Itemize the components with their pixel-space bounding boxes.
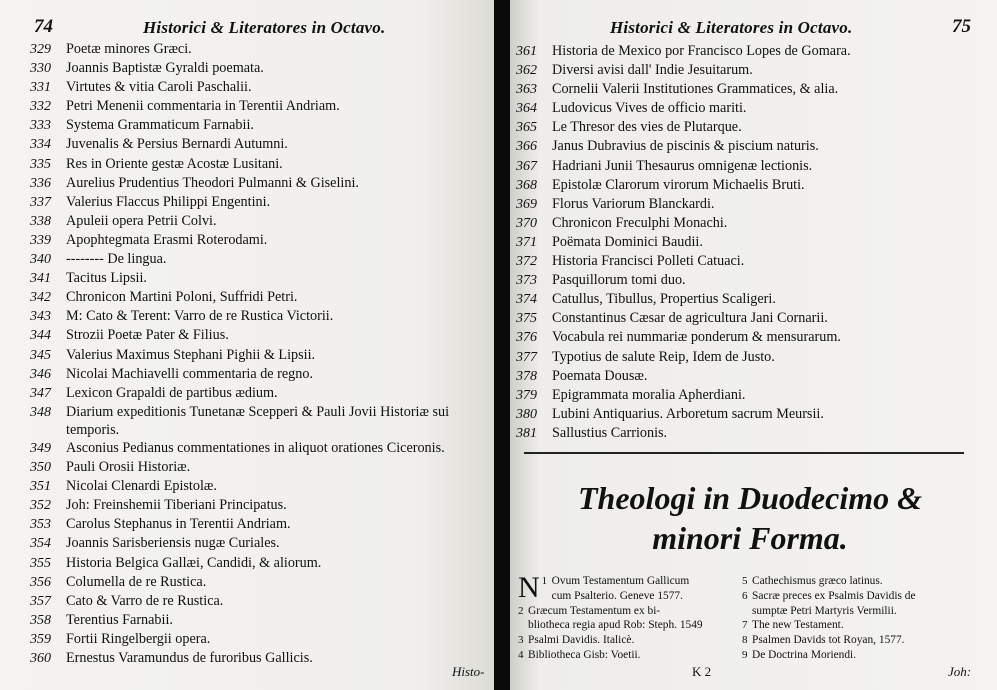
running-header: Historici & Literatores in Octavo. [610,18,853,37]
entry-title: Aurelius Prudentius Theodori Pulmanni & Giselini. [66,174,359,191]
entry-number: 347 [30,385,51,401]
list-item [742,648,982,663]
list-item [30,155,486,174]
entry-number: 334 [30,137,51,153]
list-item [30,458,486,477]
entry-title: Joannis Baptistæ Gyraldi poemata. [66,60,264,77]
entry-number: 379 [516,387,537,403]
list-item [30,231,486,250]
entry-title: Psalmen Davids tot Royan, 1577. [752,634,905,647]
list-item [516,137,851,156]
column-left [518,571,738,663]
entry-title: Janus Dubravius de piscinis & piscium naturis. [552,138,819,155]
entry-title: -------- De lingua. [66,251,167,268]
entry-title: Historia de Mexico por Francisco Lopes de Gomara. [552,43,851,59]
entry-number: 352 [30,498,51,514]
list-item [518,604,738,619]
entry-title: Systema Grammaticum Farnabii. [66,117,254,134]
entry-number: 341 [30,271,51,287]
entry-title: Historia Belgica Gallæi, Candidi, & aliorum. [66,554,322,571]
list-item [30,611,486,630]
entry-title: Psalmi Davidis. Italicè. [528,634,635,647]
right-page [510,0,997,690]
entry-number: 346 [30,366,51,382]
entry-number: 330 [30,61,51,77]
entry-number: 358 [30,612,51,628]
list-item [518,618,738,633]
list-item [30,477,486,496]
entry-number: 345 [30,347,51,363]
entry-number: 368 [516,177,537,193]
entry-number: 5 [742,575,748,587]
entry-number: 1 [541,575,548,587]
list-item [516,195,851,214]
entry-number: 371 [516,234,537,250]
list-item [742,633,982,648]
list-item [516,42,851,61]
list-item [516,290,851,309]
list-item [516,348,851,367]
entry-number: 366 [516,139,537,155]
list-item [30,496,486,515]
list-item [30,212,486,231]
list-item [30,116,486,135]
entry-number: 367 [516,158,537,174]
entry-number: 362 [516,63,537,79]
entry-title: Pauli Orosii Historiæ. [66,459,191,476]
list-item [30,403,486,439]
list-item [30,365,486,384]
entry-number: 339 [30,232,51,248]
entry-number: 370 [516,215,537,231]
list-item [518,648,738,663]
entry-number: 332 [30,99,51,115]
list-item [518,633,738,648]
entry-number: 333 [30,118,51,134]
entry-title: Res in Oriente gestæ Acostæ Lusitani. [66,155,283,172]
list-item [742,618,982,633]
list-item [30,573,486,592]
entry-number: 376 [516,330,537,346]
list-item [516,367,851,386]
entry-number: 336 [30,175,51,191]
list-item [518,589,738,604]
list-item [516,252,851,271]
list-item [30,554,486,573]
entry-title: Lubini Antiquarius. Arboretum sacrum Meursii. [552,405,824,422]
entry-title: Joh: Freinshemii Tiberiani Principatus. [66,497,287,514]
list-item [30,97,486,116]
entry-title: Ernestus Varamundus de furoribus Gallicis. [66,650,313,666]
catchword: Histo- [452,664,485,679]
entry-title: Bibliotheca Gisb: Voetii. [528,648,641,661]
list-item [742,589,982,604]
entry-title: Cornelii Valerii Institutiones Grammatices, & alia. [552,81,839,98]
entry-number: 377 [516,349,537,365]
list-item [516,99,851,118]
section-title [550,478,950,558]
entry-number: 374 [516,292,537,308]
entry-number: 342 [30,290,51,306]
catchword: Joh: [948,664,972,679]
page-number: 74 [34,16,53,37]
section-divider [524,452,964,454]
list-item [516,118,851,137]
list-item [30,174,486,193]
entry-title: Virtutes & vitia Caroli Paschalii. [66,79,252,96]
entry-title: bliotheca regia apud Rob: Steph. 1549 [528,619,703,632]
entry-title: Juvenalis & Persius Bernardi Autumni. [66,136,288,153]
entry-list [516,42,851,443]
entry-title: Diversi avisi dall' Indie Jesuitarum. [552,62,753,79]
entry-number: 8 [742,634,748,647]
section-title-line1: Theologi in Duodecimo & [578,480,922,516]
list-item [516,176,851,195]
entry-number: 381 [516,425,537,441]
entry-number: 344 [30,328,51,344]
entry-number: 343 [30,309,51,325]
entry-title: Typotius de salute Reip, Idem de Justo. [552,348,775,365]
entry-title: Joannis Sarisberiensis nugæ Curiales. [66,535,280,552]
entry-number: 373 [516,273,537,289]
list-item [30,78,486,97]
list-item [516,386,851,405]
entry-number: 2 [518,604,524,617]
entry-number: 363 [516,82,537,98]
entry-title: Vocabula rei nummariæ ponderum & mensurarum. [552,329,841,346]
entry-title: Poëmata Dominici Baudii. [552,233,703,250]
list-item [30,384,486,403]
section-title-line2: minori Forma. [652,520,848,556]
entry-title: Le Thresor des vies de Plutarque. [552,119,742,136]
list-item [516,233,851,252]
list-item [516,271,851,290]
entry-title: Hadriani Junii Thesaurus omnigenæ lectionis. [552,157,813,174]
entry-number: 356 [30,574,51,590]
entry-title: Epigrammata moralia Apherdiani. [552,386,746,403]
running-header: Historici & Literatores in Octavo. [143,18,386,37]
list-item [516,214,851,233]
entry-number: 351 [30,479,51,495]
entry-title: Tacitus Lipsii. [66,270,147,287]
entry-number: 380 [516,406,537,422]
entry-title: Historia Francisci Polleti Catuaci. [552,253,745,270]
entry-title: Chronicon Martini Poloni, Suffridi Petri. [66,289,298,306]
entry-title: Ovum Testamentum Gallicum [551,575,690,587]
list-item [30,135,486,154]
list-item [30,346,486,365]
entry-number: 364 [516,101,537,117]
list-item [30,193,486,212]
list-item [516,157,851,176]
list-item [30,630,486,649]
entry-title: Columella de re Rustica. [66,573,207,590]
entry-number: 369 [516,196,537,212]
entry-number: 337 [30,194,51,210]
entry-title: De Doctrina Moriendi. [752,648,857,661]
entry-number: 338 [30,213,51,229]
entry-number: 340 [30,252,51,268]
signature-mark: K 2 [692,664,712,679]
entry-title: Græcum Testamentum ex bi- [528,604,661,617]
entry-number: 354 [30,536,51,552]
entry-title: M: Cato & Terent: Varro de re Rustica Victorii. [66,308,334,325]
entry-title: Sacræ preces ex Psalmis Davidis de [752,589,916,602]
entry-title: Catullus, Tibullus, Propertius Scaligeri. [552,291,776,308]
entry-title: Sallustius Carrionis. [552,424,668,441]
entry-title: Epistolæ Clarorum virorum Michaelis Bruti. [552,176,805,193]
entry-title: Valerius Flaccus Philippi Engentini. [66,193,271,210]
entry-number: 335 [30,156,51,172]
list-item [742,604,982,619]
entry-number: 7 [742,619,748,632]
entry-number: 361 [516,44,537,59]
list-item [30,326,486,345]
entry-title: Apophtegmata Erasmi Roterodami. [66,231,268,248]
entry-title: Nicolai Clenardi Epistolæ. [66,478,217,495]
column-right [742,574,982,663]
entry-title: Lexicon Grapaldi de partibus ædium. [66,384,278,401]
list-item [30,439,486,458]
gutter [494,0,510,690]
entry-number: 349 [30,440,51,456]
list-item [30,307,486,326]
entry-title: Cato & Varro de re Rustica. [66,592,224,609]
list-item [30,59,486,78]
list-item [516,309,851,328]
list-item [516,80,851,99]
entry-title: The new Testament. [752,619,844,632]
entry-number: 375 [516,311,537,327]
entry-title: Diarium expeditionis Tunetanæ Scepperi & Pauli Jovii Historiæ sui temporis. [66,403,450,438]
entry-title: Apuleii opera Petrii Colvi. [66,212,217,229]
entry-title: Nicolai Machiavelli commentaria de regno. [66,365,313,382]
entry-title: Poetæ minores Græci. [66,41,192,57]
entry-title: Strozii Poetæ Pater & Filius. [66,327,229,344]
page-number: 75 [952,16,971,37]
entry-number: 348 [30,404,51,420]
entry-title: Valerius Maximus Stephani Pighii & Lipsii. [66,346,316,363]
entry-title: Chronicon Freculphi Monachi. [552,214,728,231]
entry-title: Constantinus Cæsar de agricultura Jani Cornarii. [552,310,828,327]
list-item [516,405,851,424]
list-item [30,288,486,307]
entry-number: 9 [742,648,748,661]
entry-title: Carolus Stephanus in Terentii Andriam. [66,516,291,533]
entry-number: 360 [30,651,51,666]
entry-number: 329 [30,42,51,57]
entry-title: sumptæ Petri Martyris Vermilii. [752,604,897,617]
entry-number: 6 [742,589,748,602]
entry-title: Fortii Ringelbergii opera. [66,630,211,647]
list-item [30,649,486,668]
list-item [30,40,486,59]
list-item [516,328,851,347]
entry-title: Cathechismus græco latinus. [752,575,883,587]
entry-number: 378 [516,368,537,384]
entry-number: 3 [518,634,524,647]
entry-title: Terentius Farnabii. [66,611,173,628]
list-item [516,61,851,80]
entry-title: Poemata Dousæ. [552,367,648,384]
left-page [0,0,494,690]
entry-number: 355 [30,555,51,571]
entry-title: Petri Menenii commentaria in Terentii Andriam. [66,98,340,115]
list-item [516,424,851,443]
entry-title: Asconius Pedianus commentationes in aliquot orationes Ciceronis. [66,439,445,456]
list-item [30,515,486,534]
entry-number: 331 [30,80,51,96]
entry-number: 365 [516,120,537,136]
entry-number: 357 [30,593,51,609]
entry-number: 353 [30,517,51,533]
drop-cap: N [518,571,540,604]
list-item [30,592,486,611]
entry-number: 4 [518,648,524,661]
entry-number: 372 [516,254,537,270]
entry-number: 350 [30,460,51,476]
list-item [30,534,486,553]
list-item [30,250,486,269]
entry-title: Pasquillorum tomi duo. [552,272,686,289]
entry-list [30,40,486,668]
entry-number: 359 [30,631,51,647]
list-item [742,574,982,589]
list-item [30,269,486,288]
entry-title: Ludovicus Vives de officio mariti. [552,100,747,117]
entry-title: Florus Variorum Blanckardi. [552,195,715,212]
entry-title: cum Psalterio. Geneve 1577. [551,589,683,602]
